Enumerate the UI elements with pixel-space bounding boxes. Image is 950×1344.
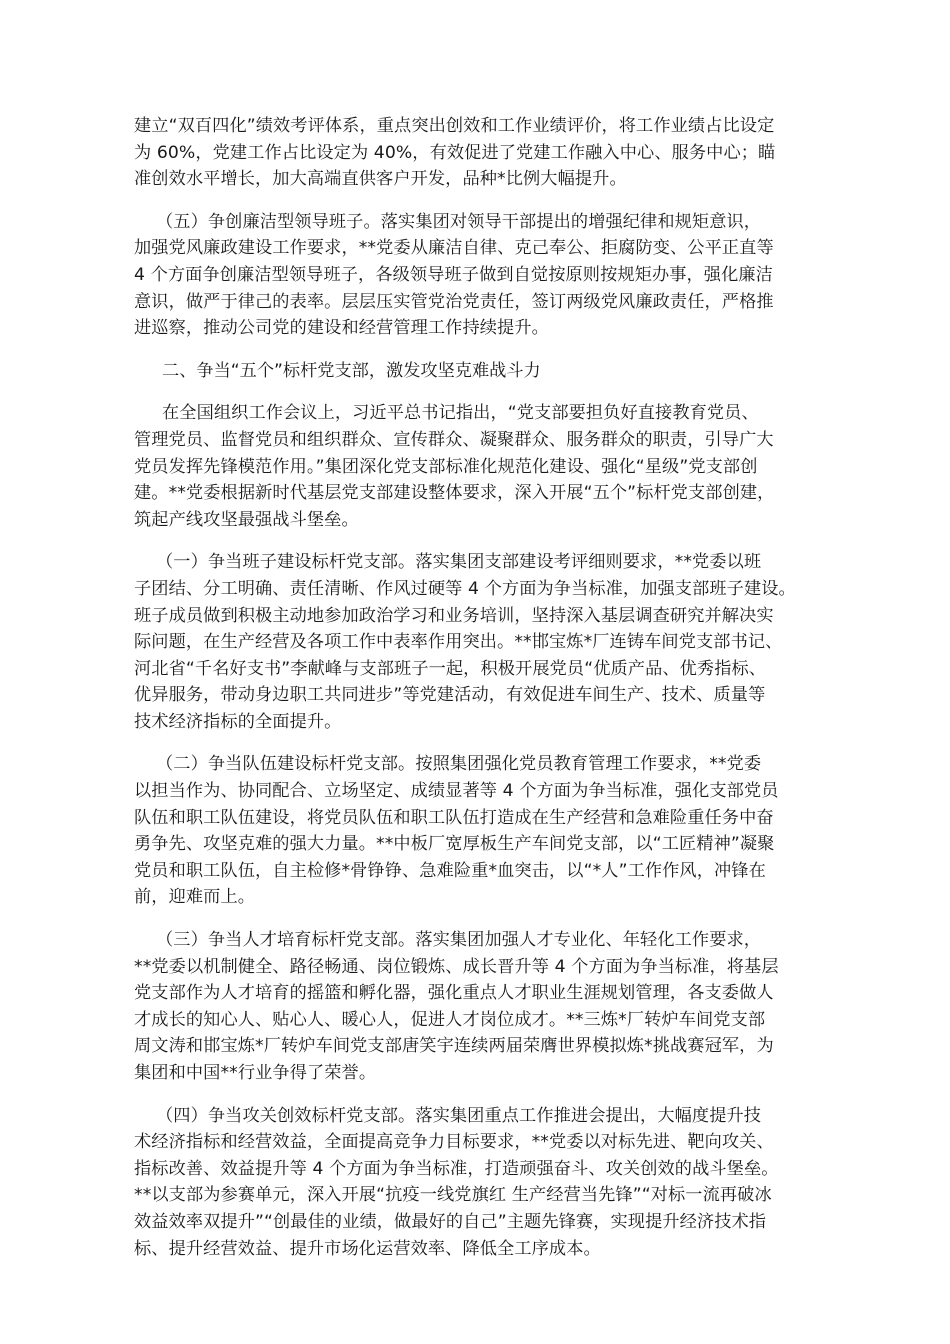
text-line: 优异服务，带动身边职工共同进步”等党建活动，有效促进车间生产、技术、质量等 <box>134 685 766 706</box>
paragraph-p0 <box>134 113 832 193</box>
document-page <box>134 113 832 1278</box>
text-line: 指标改善、效益提升等 4 个方面为争当标准，打造顽强奋斗、攻关创效的战斗堡垒。 <box>134 1158 779 1179</box>
text-line: 以担当作为、协同配合、立场坚定、成绩显著等 4 个方面为争当标准，强化支部党员 <box>134 781 779 802</box>
text-line: 进巡察，推动公司党的建设和经营管理工作持续提升。 <box>134 318 549 339</box>
paragraph-p2 <box>134 400 832 533</box>
text-line: 班子成员做到积极主动地参加政治学习和业务培训，坚持深入基层调查研究并解决实 <box>134 605 774 626</box>
text-line: 河北省“千名好支书”李献峰与支部班子一起，积极开展党员“优质产品、优秀指标、 <box>134 658 767 679</box>
paragraph-p1 <box>134 209 832 342</box>
text-line: 4 个方面争创廉洁型领导班子，各级领导班子做到自觉按原则按规矩办事，强化廉洁 <box>134 264 773 285</box>
text-line: 术经济指标和经营效益，全面提高竞争力目标要求，**党委以对标先进、靶向攻关、 <box>134 1132 774 1153</box>
text-line: 子团结、分工明确、责任清晰、作风过硬等 4 个方面为争当标准，加强支部班子建设。 <box>134 578 796 599</box>
text-line: 党员和职工队伍，自主检修*骨铮铮、急难险重*血突击，以“*人”工作作风，冲锋在 <box>134 860 766 881</box>
text-line: 前，迎难而上。 <box>134 887 256 908</box>
text-line: 党支部作为人才培育的摇篮和孵化器，强化重点人才职业生涯规划管理，各支委做人 <box>134 983 774 1004</box>
paragraph-p4 <box>134 751 832 911</box>
paragraph-p3 <box>134 549 832 735</box>
text-line: （四）争当攻关创效标杆党支部。落实集团重点工作推进会提出，大幅度提升技 <box>156 1105 762 1126</box>
text-line: 在全国组织工作会议上，习近平总书记指出，“党支部要担负好直接教育党员、 <box>162 403 759 424</box>
text-line: （二）争当队伍建设标杆党支部。按照集团强化党员教育管理工作要求，**党委 <box>156 754 762 775</box>
text-line: 效益效率双提升”“创最佳的业绩，做最好的自己”主题先锋赛，实现提升经济技术指 <box>134 1211 767 1232</box>
text-line: 技术经济指标的全面提升。 <box>134 711 342 732</box>
text-line: （三）争当人才培育标杆党支部。落实集团加强人才专业化、年轻化工作要求， <box>156 930 762 951</box>
text-line: 意识，做严于律己的表率。层层压实管党治党责任，签订两级党风廉政责任，严格推 <box>134 291 774 312</box>
text-line: **以支部为参赛单元，深入开展“抗疫一线党旗红 生产经营当先锋”“对标一流再破冰 <box>134 1185 772 1206</box>
section-heading <box>134 358 832 385</box>
paragraph-p5 <box>134 927 832 1087</box>
text-line: （五）争创廉洁型领导班子。落实集团对领导干部提出的增强纪律和规矩意识， <box>156 211 762 232</box>
paragraph-p6 <box>134 1103 832 1263</box>
text-line: 准创效水平增长，加大高端直供客户开发，品种*比例大幅提升。 <box>134 169 627 190</box>
text-line: 标、提升经营效益、提升市场化运营效率、降低全工序成本。 <box>134 1238 601 1259</box>
text-line: 建。**党委根据新时代基层党支部建设整体要求，深入开展“五个”标杆党支部创建， <box>134 483 775 504</box>
text-line: （一）争当班子建设标杆党支部。落实集团支部建设考评细则要求，**党委以班 <box>156 552 762 573</box>
text-line: 为 60%，党建工作占比设定为 40%，有效促进了党建工作融入中心、服务中心；瞄 <box>134 142 776 163</box>
heading-text: 二、争当“五个”标杆党支部，激发攻坚克难战斗力 <box>162 360 541 381</box>
text-line: 勇争先、攻坚克难的强大力量。**中板厂宽厚板生产车间党支部，以“工匠精神”凝聚 <box>134 834 775 855</box>
text-line: 党员发挥先锋模范作用。”集团深化党支部标准化规范化建设、强化“星级”党支部创 <box>134 456 758 477</box>
text-line: 集团和中国**行业争得了荣誉。 <box>134 1063 377 1083</box>
text-line: 周文涛和邯宝炼*厂转炉车间党支部唐笑宇连续两届荣膺世界模拟炼*挑战赛冠军，为 <box>134 1036 774 1057</box>
text-line: 加强党风廉政建设工作要求，**党委从廉洁自律、克己奉公、拒腐防变、公平正直等 <box>134 238 774 259</box>
text-line: 筑起产线攻坚最强战斗堡垒。 <box>134 509 359 530</box>
text-line: 队伍和职工队伍建设，将党员队伍和职工队伍打造成在生产经营和急难险重任务中奋 <box>134 807 774 828</box>
text-line: 管理党员、监督党员和组织群众、宣传群众、凝聚群众、服务群众的职责，引导广大 <box>134 429 774 450</box>
text-line: 才成长的知心人、贴心人、暖心人，促进人才岗位成才。**三炼*厂转炉车间党支部 <box>134 1009 766 1030</box>
text-line: 际问题，在生产经营及各项工作中表率作用突出。**邯宝炼*厂连铸车间党支部书记、 <box>134 632 783 653</box>
text-line: **党委以机制健全、路径畅通、岗位锻炼、成长晋升等 4 个方面为争当标准，将基层 <box>134 956 779 977</box>
text-line: 建立“双百四化”绩效考评体系，重点突出创效和工作业绩评价，将工作业绩占比设定 <box>134 116 775 136</box>
